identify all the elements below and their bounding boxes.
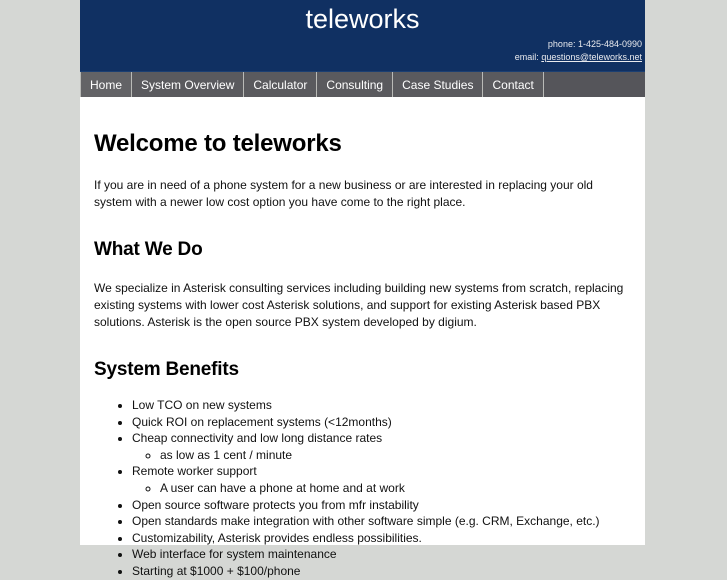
nav-item-calculator[interactable]: Calculator: [243, 72, 317, 97]
list-item: [132, 430, 631, 463]
list-item-text: Cheap connectivity and low long distance rates: [132, 431, 383, 446]
list-item-text: Remote worker support: [132, 464, 257, 479]
sub-list-item: ◦ as low as 1 cent / minute: [160, 447, 631, 464]
nav-item-consulting[interactable]: Consulting: [316, 72, 393, 97]
benefits-list: [94, 397, 631, 580]
list-item: [132, 497, 631, 514]
list-item: [132, 397, 631, 414]
intro-paragraph: If you are in need of a phone system for a new business or are interested in replacing your old system with a newer low cost option you have come to the right place.: [94, 178, 593, 209]
list-item: [132, 463, 631, 496]
list-item: [132, 546, 631, 563]
main-navigation: [80, 71, 645, 97]
benefits-sublist: [132, 447, 631, 464]
nav-item-contact[interactable]: Contact: [482, 72, 543, 97]
list-item-text: Starting at $1000 + $100/phone: [132, 563, 301, 578]
nav-filler: [544, 72, 645, 97]
page-title: Welcome to teleworks: [94, 130, 342, 157]
nav-item-system-overview[interactable]: System Overview: [131, 72, 244, 97]
page-container: [80, 0, 645, 578]
site-banner: [80, 0, 645, 71]
list-item-text: Open source software protects you from mfr instability: [132, 497, 419, 512]
contact-info: [515, 38, 642, 64]
list-item-text: Quick ROI on replacement systems (<12months): [132, 414, 392, 429]
site-title: teleworks: [305, 4, 420, 34]
list-item: [132, 563, 631, 580]
section-title-what-we-do: What We Do: [94, 239, 203, 260]
list-item-text: Customizability, Asterisk provides endless possibilities.: [132, 530, 422, 545]
sub-list-item: ◦ A user can have a phone at home and at work: [160, 480, 631, 497]
list-item: [132, 414, 631, 431]
phone-line: phone: 1-425-484-0990: [547, 39, 642, 49]
section-title-system-benefits: System Benefits: [94, 359, 239, 380]
email-label: email:: [514, 52, 542, 62]
benefits-sublist: [132, 480, 631, 497]
main-content: [80, 130, 645, 580]
what-we-do-paragraph: We specialize in Asterisk consulting services including building new systems from scratch, replacing existing systems with lower cost Asterisk solutions, and support for existing Asterisk based PBX solutions. Asterisk is the open source PBX system developed by digium.: [94, 281, 624, 329]
email-link[interactable]: questions@teleworks.net: [541, 52, 642, 62]
list-item-text: Web interface for system maintenance: [132, 547, 337, 562]
list-item-text: Open standards make integration with other software simple (e.g. CRM, Exchange, etc.): [132, 514, 600, 529]
email-line: [515, 51, 642, 64]
list-item: [132, 530, 631, 547]
list-item-text: Low TCO on new systems: [132, 398, 272, 412]
nav-item-home[interactable]: Home: [80, 72, 132, 97]
nav-item-case-studies[interactable]: Case Studies: [392, 72, 483, 97]
list-item: [132, 513, 631, 530]
